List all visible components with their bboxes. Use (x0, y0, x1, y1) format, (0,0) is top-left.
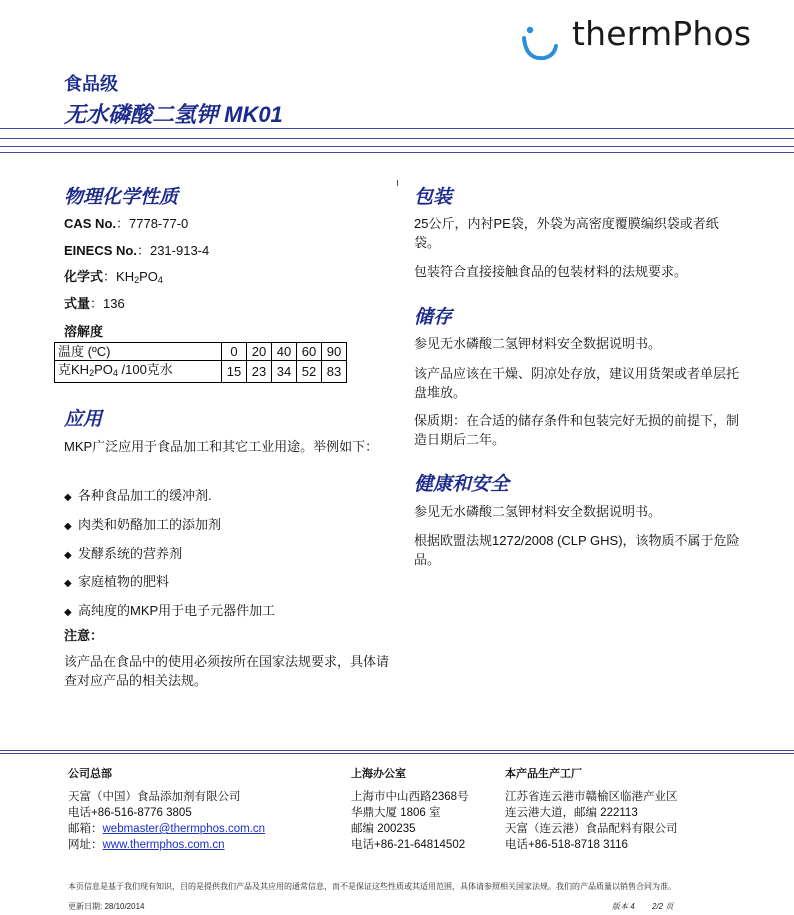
factory-title: 本产品生产工厂 (505, 768, 582, 780)
table-row (55, 361, 347, 383)
sh-line-4: 电话+86-21-64814502 (351, 839, 466, 851)
footer-rule-2 (0, 753, 794, 754)
sh-line-2: 华鼎大厦 1806 室 (351, 807, 441, 819)
solubility-table (54, 342, 347, 383)
table-cell: 34 (272, 361, 297, 383)
cas-value: ：7778-77-0 (116, 216, 189, 231)
hq-company: 天富（中国）食品添加剂有限公司 (68, 791, 241, 803)
table-cell: 15 (222, 361, 247, 383)
row2-label-c: /100克水 (117, 362, 173, 377)
thermphos-logo-icon (520, 20, 560, 70)
einecs-value: ：231-913-4 (136, 243, 210, 258)
shanghai-office-title: 上海办公室 (351, 768, 406, 780)
list-item-text: 发酵系统的营养剂 (78, 546, 183, 561)
note-text: 该产品在食品中的使用必须按所在国家法规要求，具体请查对应产品的相关法规。 (64, 654, 390, 688)
einecs-label: EINECS No. (64, 243, 137, 258)
list-item (64, 514, 221, 533)
section-packaging-title: 包装 (414, 187, 453, 208)
factory-line-2: 连云港大道，邮编 222113 (505, 807, 638, 819)
list-item-text: 高纯度的MKP用于电子元器件加工 (78, 603, 276, 618)
table-cell: 83 (322, 361, 347, 383)
section-application-title: 应用 (64, 409, 103, 430)
header-rule-2 (0, 138, 794, 139)
hq-email-label: 邮箱： (68, 823, 103, 835)
list-item-text: 家庭植物的肥料 (78, 574, 170, 589)
sh-line-3: 邮编 200235 (351, 823, 416, 835)
factory-address (505, 789, 678, 853)
factory-line-3: 天富（连云港）食品配料有限公司 (505, 823, 678, 835)
hq-email (68, 821, 265, 837)
disclaimer-text: 本页信息是基于我们现有知识，目的是提供我们产品及其应用的通常信息，而不是保证这些性质或其适用范围，具体请参照相关国家法规。我们的产品质量以销售合同为准。 (68, 882, 676, 891)
table-cell: 90 (322, 343, 347, 361)
hq-web-label: 网址： (68, 839, 103, 851)
hq-website (68, 837, 265, 853)
row2-label-a: 克KH (58, 362, 90, 377)
packaging-text-1: 25公斤，内衬PE袋，外袋为高密度覆膜编织袋或者纸袋。 (414, 216, 719, 250)
cas-number (64, 214, 188, 233)
health-safety-text-2: 根据欧盟法规1272/2008 (CLP GHS)，该物质不属于危险品。 (414, 533, 740, 567)
header-rule-3 (0, 146, 794, 147)
einecs-number (64, 241, 209, 260)
note-label: 注意： (64, 628, 104, 643)
list-item (64, 485, 212, 504)
factory-line-4: 电话+86-518-8718 3116 (505, 839, 628, 851)
section-physchem-title: 物理化学性质 (64, 187, 179, 208)
packaging-text-2: 包装符合直接接触食品的包装材料的法规要求。 (414, 264, 688, 279)
storage-text-3: 保质期：在合适的储存条件和包装完好无损的前提下，制造日期后二年。 (414, 413, 740, 447)
shanghai-office-address (351, 789, 469, 853)
cas-label: CAS No. (64, 216, 116, 231)
list-item (64, 571, 169, 590)
formula-po: PO (139, 269, 158, 284)
diamond-bullet-icon: ◆ (64, 550, 72, 561)
section-storage-title: 储存 (414, 307, 453, 328)
solubility-label: 溶解度 (64, 324, 104, 339)
formula-sub-4: 4 (157, 275, 163, 285)
table-cell: 温度 (ºC) (55, 343, 222, 361)
formula-label: 化学式 (64, 269, 104, 284)
list-item-text: 肉类和奶酪加工的添加剂 (78, 517, 222, 532)
weight-label: 式量 (64, 296, 91, 311)
factory-line-1: 江苏省连云港市赣榆区临港产业区 (505, 791, 678, 803)
footer-rule-1 (0, 750, 794, 751)
formula-weight (64, 294, 125, 313)
table-row (55, 343, 347, 361)
header-rule-1 (0, 128, 794, 129)
storage-text-2: 该产品应该在干燥、阴凉处存放，建议用货架或者单层托盘堆放。 (414, 366, 740, 400)
row2-label-b: PO (94, 362, 113, 377)
diamond-bullet-icon: ◆ (64, 492, 72, 503)
table-cell: 20 (247, 343, 272, 361)
header-rule-4 (0, 152, 794, 153)
diamond-bullet-icon: ◆ (64, 521, 72, 532)
table-cell: 40 (272, 343, 297, 361)
update-date: 更新日期: 28/10/2014 (68, 902, 145, 911)
column-divider-tick (397, 180, 398, 186)
weight-value: ：136 (90, 296, 125, 311)
brand-logo-text: thermPhos (572, 14, 752, 53)
diamond-bullet-icon: ◆ (64, 607, 72, 618)
hq-email-link[interactable]: webmaster@thermphos.com.cn (102, 823, 266, 835)
hq-phone: 电话+86-516-8776 3805 (68, 807, 192, 819)
health-safety-text-1: 参见无水磷酸二氢钾材料安全数据说明书。 (414, 504, 662, 519)
table-cell (55, 361, 222, 383)
list-item (64, 600, 275, 619)
page-number: 2/2 页 (652, 902, 674, 911)
list-item-text: 各种食品加工的缓冲剂. (78, 488, 212, 503)
formula-sep: ： (103, 269, 117, 284)
diamond-bullet-icon: ◆ (64, 578, 72, 589)
product-grade: 食品级 (64, 74, 118, 94)
hq-address (68, 789, 265, 853)
chemical-formula (64, 267, 163, 290)
sh-line-1: 上海市中山西路2368号 (351, 791, 469, 803)
table-cell: 60 (297, 343, 322, 361)
hq-title: 公司总部 (68, 768, 112, 780)
table-cell: 0 (222, 343, 247, 361)
list-item (64, 543, 182, 562)
table-cell: 52 (297, 361, 322, 383)
version-label: 版本 4 (612, 902, 635, 911)
application-intro: MKP广泛应用于食品加工和其它工业用途。举例如下： (64, 439, 379, 454)
section-health-safety-title: 健康和安全 (414, 474, 510, 495)
product-title: 无水磷酸二氢钾 MK01 (64, 102, 283, 127)
storage-text-1: 参见无水磷酸二氢钾材料安全数据说明书。 (414, 336, 662, 351)
row2-sub-4: 4 (112, 368, 118, 378)
hq-web-link[interactable]: www.thermphos.com.cn (102, 839, 225, 851)
formula-sub-2: 2 (134, 275, 140, 285)
formula-kh: KH (116, 269, 135, 284)
table-cell: 23 (247, 361, 272, 383)
row2-sub-2: 2 (89, 368, 95, 378)
